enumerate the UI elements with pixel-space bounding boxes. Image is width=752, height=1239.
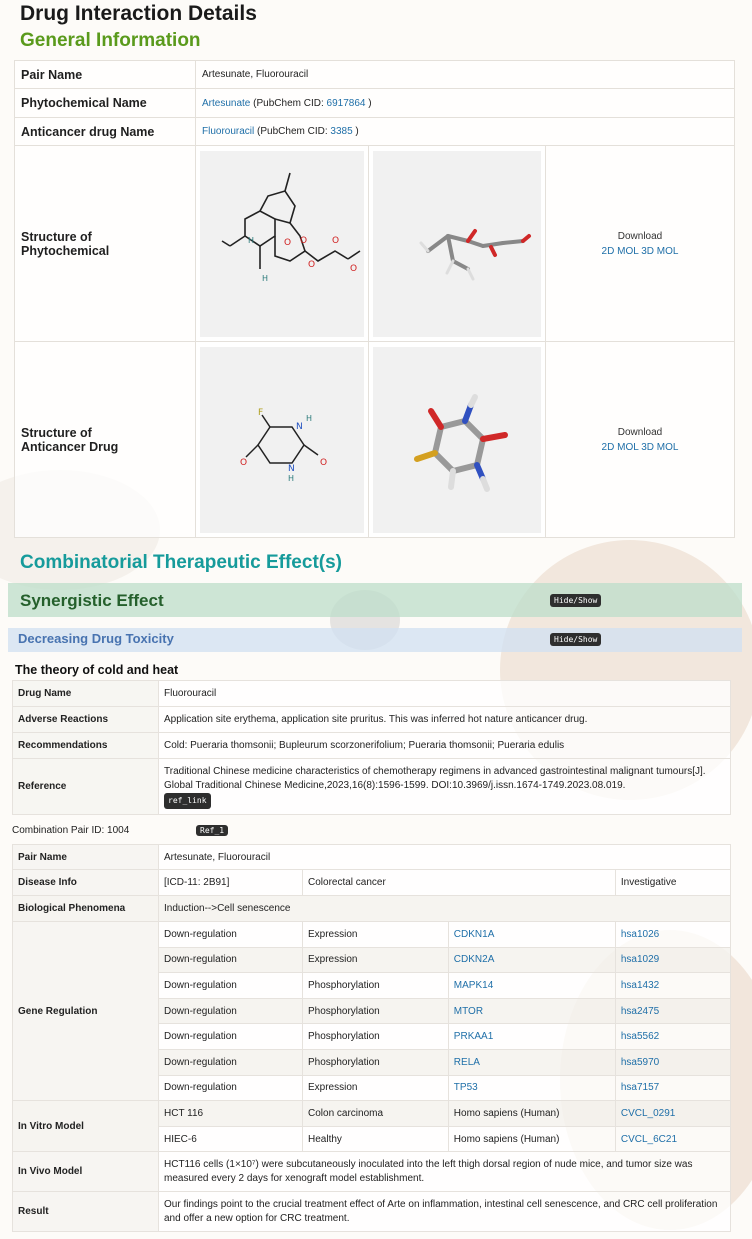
recommendations-value: Cold: Pueraria thomsonii; Bupleurum scorzonerifolium; Pueraria thomsonii; Pueraria edulis (159, 733, 731, 759)
disease-status: Investigative (615, 870, 730, 896)
structure-2d-cell (196, 342, 369, 538)
table-row (13, 681, 731, 707)
structure-3d-cell (369, 342, 546, 538)
combination-pair-id: Combination Pair ID: 1004 (12, 825, 130, 836)
cid-suffix: ) (355, 126, 359, 137)
table-row (15, 61, 735, 89)
in-vivo-row (13, 1152, 731, 1192)
download-label: Download (617, 426, 663, 438)
section-general-information: General Information (20, 30, 201, 51)
adverse-reactions-value: Application site erythema, application site pruritus. This was inferred hot nature anticancer drug. (159, 707, 731, 733)
svg-text:H: H (248, 235, 255, 245)
gene-regulation-type: Expression (303, 947, 449, 973)
molecule-2d-drawing (200, 151, 364, 337)
cell-disease: Healthy (303, 1126, 449, 1152)
decreasing-toxicity-bar (8, 628, 742, 652)
anticancer-drug-name-value (196, 118, 735, 146)
gene-regulation-type: Phosphorylation (303, 1024, 449, 1050)
cellosaurus-link[interactable]: CVCL_0291 (620, 1107, 676, 1119)
pair-name-label: Pair Name (15, 61, 196, 89)
in-vitro-row (13, 1101, 731, 1127)
gene-symbol-link-cell (448, 998, 615, 1024)
atom-o: O (240, 457, 248, 468)
gene-id-link-cell (615, 922, 730, 948)
gene-id-link[interactable]: hsa1029 (620, 954, 660, 966)
drug-2d-mol-link[interactable]: 2D MOL (601, 441, 639, 453)
drug-download-cell (546, 342, 735, 538)
gene-regulation-direction: Down-regulation (159, 1024, 303, 1050)
cell-line: HIEC-6 (159, 1126, 303, 1152)
cellosaurus-link[interactable]: CVCL_6C21 (620, 1133, 678, 1145)
drug-link[interactable]: Fluorouracil (202, 126, 255, 137)
gene-row (13, 922, 731, 948)
section-combinatorial-effects: Combinatorial Therapeutic Effect(s) (20, 552, 342, 573)
reference-label: Reference (13, 759, 159, 815)
gene-symbol-link-cell (448, 973, 615, 999)
table-row (13, 733, 731, 759)
disease-info-label: Disease Info (13, 870, 159, 896)
gene-symbol-link[interactable]: MTOR (453, 1005, 484, 1017)
svg-text:O: O (350, 263, 358, 274)
gene-regulation-label: Gene Regulation (13, 922, 159, 1101)
gene-id-link-cell (615, 1049, 730, 1075)
gene-symbol-link[interactable]: TP53 (453, 1082, 478, 1094)
phytochemical-3d-mol-link[interactable]: 3D MOL (641, 245, 679, 257)
phytochemical-download-cell (546, 146, 735, 342)
cell-species: Homo sapiens (Human) (448, 1101, 615, 1127)
gene-id-link-cell (615, 998, 730, 1024)
svg-text:O: O (300, 235, 308, 246)
svg-text:H: H (262, 273, 269, 283)
decreasing-toxicity-title: Decreasing Drug Toxicity (18, 631, 174, 646)
download-label: Download (617, 230, 663, 242)
in-vitro-label: In Vitro Model (13, 1101, 159, 1152)
general-info-table (14, 60, 735, 538)
atom-n: N (288, 463, 295, 474)
cid-prefix: (PubChem CID: (257, 126, 328, 137)
gene-symbol-link-cell (448, 947, 615, 973)
table-row (15, 118, 735, 146)
pair-name-value: Artesunate, Fluorouracil (159, 845, 731, 870)
in-vivo-label: In Vivo Model (13, 1152, 159, 1192)
cell-species: Homo sapiens (Human) (448, 1126, 615, 1152)
atom-h: H (306, 413, 313, 423)
gene-symbol-link-cell (448, 922, 615, 948)
gene-regulation-direction: Down-regulation (159, 1049, 303, 1075)
structure-2d-cell (196, 146, 369, 342)
gene-id-link-cell (615, 1075, 730, 1101)
svg-text:O: O (284, 237, 292, 248)
atom-n: N (296, 421, 303, 432)
structure-anticancer-label: Structure of Anticancer Drug (15, 342, 196, 538)
gene-symbol-link[interactable]: CDKN1A (453, 928, 495, 940)
atom-h: H (288, 473, 295, 483)
molecule-3d-drawing (373, 347, 541, 533)
theory-heading: The theory of cold and heat (15, 663, 179, 677)
cell-disease: Colon carcinoma (303, 1101, 449, 1127)
synergistic-hide-show-button[interactable]: Hide/Show (550, 594, 601, 607)
atom-o: O (320, 457, 328, 468)
ref-link-button[interactable]: ref_link (164, 793, 211, 809)
biological-phenomena-value: Induction-->Cell senescence (159, 896, 731, 922)
table-row (15, 89, 735, 118)
gene-regulation-direction: Down-regulation (159, 922, 303, 948)
decreasing-hide-show-button[interactable]: Hide/Show (550, 633, 601, 646)
in-vivo-value: HCT116 cells (1×10⁷) were subcutaneously inoculated into the left thigh dorsal region of nude mice, and tumor size was measured every 2 days for xenograft model establishment. (159, 1152, 731, 1192)
result-value: Our findings point to the crucial treatment effect of Arte on inflammation, intestinal cell senescence, and CRC cell proliferation and offer a new option for CRC treatment. (159, 1192, 731, 1232)
phytochemical-name-label: Phytochemical Name (15, 89, 196, 118)
disease-name: Colorectal cancer (303, 870, 616, 896)
reference-text: Traditional Chinese medicine characteristics of chemotherapy regimens in advanced gastrointestinal malignant tumours[J]. Global Traditional Chinese Medicine,2023,16(8):1596-1599. DOI:10.3969/j.issn.1674-1749.2023.08.019. (164, 765, 706, 791)
gene-symbol-link[interactable]: RELA (453, 1056, 480, 1068)
gene-regulation-direction: Down-regulation (159, 947, 303, 973)
drug-name-value: Fluorouracil (159, 681, 731, 707)
theory-table (12, 680, 731, 815)
gene-regulation-type: Expression (303, 1075, 449, 1101)
gene-regulation-type: Phosphorylation (303, 998, 449, 1024)
drug-cid-link[interactable]: 3385 (330, 126, 353, 137)
phytochemical-2d-mol-link[interactable]: 2D MOL (601, 245, 639, 257)
cid-prefix: (PubChem CID: (253, 97, 324, 109)
adverse-reactions-label: Adverse Reactions (13, 707, 159, 733)
gene-symbol-link-cell (448, 1075, 615, 1101)
gene-id-link[interactable]: hsa2475 (620, 1005, 660, 1017)
molecule-2d-drawing (200, 347, 364, 533)
synergistic-effect-bar (8, 583, 742, 617)
synergistic-effect-title: Synergistic Effect (20, 591, 164, 610)
svg-text:O: O (332, 235, 340, 246)
result-label: Result (13, 1192, 159, 1232)
recommendations-label: Recommendations (13, 733, 159, 759)
phytochemical-3d-structure-image (373, 151, 541, 337)
table-row (13, 870, 731, 896)
phytochemical-cid-link[interactable]: 6917864 (326, 97, 366, 109)
gene-symbol-link[interactable]: CDKN2A (453, 954, 495, 966)
gene-id-link[interactable]: hsa5562 (620, 1031, 660, 1043)
anticancer-drug-name-label: Anticancer drug Name (15, 118, 196, 146)
cellosaurus-link-cell (615, 1126, 730, 1152)
drug-3d-structure-image (373, 347, 541, 533)
gene-id-link[interactable]: hsa1026 (620, 928, 660, 940)
ref-1-button[interactable]: Ref_1 (196, 825, 228, 836)
phytochemical-2d-structure-image (200, 151, 364, 337)
gene-id-link-cell (615, 1024, 730, 1050)
drug-name-label: Drug Name (13, 681, 159, 707)
pair-name-label: Pair Name (13, 845, 159, 870)
gene-id-link-cell (615, 973, 730, 999)
gene-symbol-link-cell (448, 1024, 615, 1050)
table-row (13, 759, 731, 815)
cell-line: HCT 116 (159, 1101, 303, 1127)
cid-suffix: ) (368, 97, 372, 109)
drug-3d-mol-link[interactable]: 3D MOL (641, 441, 679, 453)
pair-name-value: Artesunate, Fluorouracil (196, 61, 735, 89)
result-row (13, 1192, 731, 1232)
gene-regulation-type: Expression (303, 922, 449, 948)
molecule-3d-drawing (373, 151, 541, 337)
svg-text:O: O (308, 259, 316, 270)
gene-regulation-direction: Down-regulation (159, 1075, 303, 1101)
table-row (13, 896, 731, 922)
gene-id-link-cell (615, 947, 730, 973)
phytochemical-name-value (196, 89, 735, 118)
table-row (15, 146, 735, 342)
biological-phenomena-label: Biological Phenomena (13, 896, 159, 922)
gene-id-link[interactable]: hsa5970 (620, 1056, 660, 1068)
gene-id-link[interactable]: hsa1432 (620, 979, 660, 991)
gene-id-link[interactable]: hsa7157 (620, 1082, 660, 1094)
page-title: Drug Interaction Details (20, 2, 257, 25)
structure-3d-cell (369, 146, 546, 342)
gene-regulation-direction: Down-regulation (159, 973, 303, 999)
gene-symbol-link[interactable]: MAPK14 (453, 979, 494, 991)
phytochemical-link[interactable]: Artesunate (202, 97, 251, 109)
gene-symbol-link[interactable]: PRKAA1 (453, 1031, 494, 1043)
gene-symbol-link-cell (448, 1049, 615, 1075)
cellosaurus-link-cell (615, 1101, 730, 1127)
disease-icd: [ICD-11: 2B91] (159, 870, 303, 896)
atom-f: F (258, 407, 264, 418)
drug-2d-structure-image (200, 347, 364, 533)
gene-regulation-direction: Down-regulation (159, 998, 303, 1024)
gene-regulation-type: Phosphorylation (303, 1049, 449, 1075)
table-row (13, 707, 731, 733)
table-row (13, 845, 731, 870)
combination-table (12, 844, 731, 1232)
structure-phytochemical-label: Structure of Phytochemical (15, 146, 196, 342)
reference-value (159, 759, 731, 815)
table-row (15, 342, 735, 538)
gene-regulation-type: Phosphorylation (303, 973, 449, 999)
